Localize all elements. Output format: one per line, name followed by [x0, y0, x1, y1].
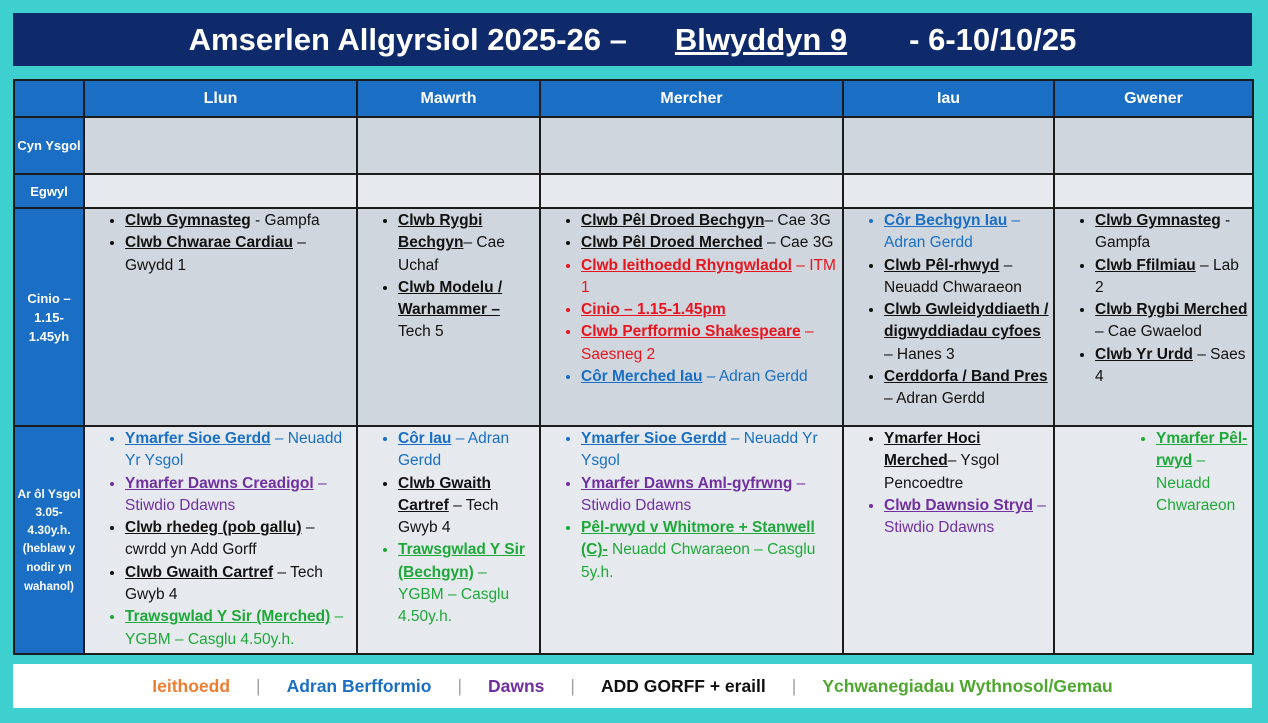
activity-item — [1095, 344, 1249, 389]
activity-location: – Tech Gwyb 4 — [125, 563, 323, 604]
activity-item — [125, 606, 353, 651]
cell-cyn-gwener — [1054, 117, 1253, 174]
activity-item — [581, 517, 839, 584]
activity-location: – Saes 4 — [1095, 345, 1246, 386]
day-header-mercher: Mercher — [540, 80, 843, 117]
cell-arol-gwener — [1054, 426, 1253, 654]
cell-egwyl-mercher — [540, 174, 843, 208]
activity-location: – Stiwdio Ddawns — [884, 496, 1046, 537]
activity-item — [398, 539, 536, 628]
activity-name: Clwb Gwaith Cartref — [398, 474, 491, 514]
row-header-cinio: Cinio – 1.15-1.45yh — [14, 208, 84, 426]
activity-item — [581, 299, 839, 321]
cell-cinio-gwener — [1054, 208, 1253, 426]
legend-separator: | — [256, 675, 261, 696]
activity-name: Clwb Chwarae Cardiau — [125, 234, 293, 252]
activity-item — [581, 255, 839, 300]
legend-separator: | — [791, 675, 797, 696]
activity-item — [398, 428, 536, 473]
activity-name: Clwb Pêl Droed Bechgyn — [581, 212, 765, 229]
activity-name: Ymarfer Dawns Creadigol — [125, 474, 314, 492]
activity-item — [884, 299, 1050, 366]
page-title — [13, 13, 1252, 66]
row-header-egwyl: Egwyl — [14, 174, 84, 208]
activity-location: – Lab 2 — [1095, 256, 1239, 296]
legend-item: Ieithoedd — [152, 675, 231, 696]
activity-name: Clwb Gymnasteg — [125, 212, 251, 229]
activity-location: – YGBM – Casglu 4.50y.h. — [398, 563, 510, 626]
activity-item — [581, 232, 839, 254]
activity-location: – Cae Gwaelod — [1095, 323, 1202, 341]
activity-item — [581, 473, 839, 518]
activity-name: Côr Merched Iau — [581, 368, 703, 386]
activity-item — [398, 473, 536, 540]
title-main: Amserlen Allgyrsiol 2025-26 – — [188, 21, 627, 57]
activity-name: Clwb Gwleidyddiaeth / digwyddiadau cyfoes — [884, 301, 1049, 341]
legend-item: Dawns — [487, 675, 545, 696]
activity-location: – Stiwdio Ddawns — [581, 474, 806, 514]
ar-ol-label: Ar ôl Ysgol 3.05-4.30y.h. — [17, 486, 81, 537]
activity-location: – Adran Gerdd — [702, 368, 808, 386]
activity-name: Cinio – 1.15-1.45pm — [581, 301, 726, 319]
activity-location: – Adran Gerdd — [884, 212, 1021, 252]
day-header-iau: Iau — [843, 80, 1054, 117]
row-header-ar-ol-ysgol — [14, 426, 84, 654]
cell-cinio-mawrth — [357, 208, 540, 426]
activity-item — [398, 210, 536, 277]
activity-name: Clwb Gymnasteg — [1095, 212, 1221, 229]
activity-name: Clwb Modelu / Warhammer – — [398, 278, 503, 319]
activity-item — [398, 277, 536, 344]
cell-cyn-iau — [843, 117, 1054, 174]
activity-name: Clwb Dawnsio Stryd — [884, 496, 1033, 514]
activity-item — [1095, 210, 1249, 255]
activity-location: – Cae 3G — [764, 212, 831, 229]
day-header-llun: Llun — [84, 80, 357, 117]
activity-name: Clwb Rygbi Merched — [1095, 301, 1248, 319]
activity-name: Ymarfer Hoci Merched — [884, 430, 981, 470]
activity-location: – Hanes 3 — [884, 345, 955, 363]
activity-item — [884, 428, 1050, 495]
activity-name: Clwb Ieithoedd Rhyngwladol — [581, 256, 792, 274]
activity-location: – Gwydd 1 — [125, 234, 306, 274]
cell-cyn-mercher — [540, 117, 843, 174]
cell-arol-llun — [84, 426, 357, 654]
activity-name: Cerddorfa / Band Pres — [884, 368, 1048, 386]
activity-location: – Cae 3G — [762, 234, 834, 252]
cell-cyn-mawrth — [357, 117, 540, 174]
activity-name: Clwb Yr Urdd — [1095, 345, 1193, 363]
cell-arol-iau — [843, 426, 1054, 654]
cell-cinio-iau — [843, 208, 1054, 426]
activity-name: Clwb rhedeg (pob gallu) — [125, 519, 302, 537]
activity-name: Ymarfer Pêl-rwyd — [1156, 430, 1248, 470]
corner-cell — [14, 80, 84, 117]
activity-location: – Neuadd Yr Ysgol — [125, 430, 343, 470]
activity-location: - Gampfa — [1095, 212, 1231, 252]
activity-location: Neuadd Chwaraeon – Casglu 5y.h. — [581, 541, 816, 581]
activity-item — [884, 210, 1050, 255]
day-header-mawrth: Mawrth — [357, 80, 540, 117]
activity-item — [884, 255, 1050, 300]
legend-separator: | — [570, 675, 575, 696]
activity-name: Clwb Gwaith Cartref — [125, 563, 274, 581]
activity-name: Trawsgwlad Y Sir (Merched) — [125, 608, 331, 626]
activity-location: – Cae Uchaf — [398, 234, 505, 274]
activity-name: Ymarfer Dawns Aml-gyfrwng — [581, 474, 793, 492]
activity-name: Clwb Pêl-rhwyd — [884, 256, 1000, 274]
ar-ol-note: (heblaw y nodir yn wahanol) — [22, 542, 76, 593]
activity-location: – Ysgol Pencoedtre — [884, 452, 1000, 492]
activity-name: Côr Bechgyn Iau — [884, 212, 1008, 229]
cell-egwyl-mawrth — [357, 174, 540, 208]
activity-name: Clwb Pêl Droed Merched — [581, 234, 763, 252]
activity-item — [125, 210, 353, 232]
activity-location: – Tech Gwyb 4 — [398, 496, 499, 537]
activity-location: – Neuadd Yr Ysgol — [581, 430, 818, 470]
activity-item — [581, 321, 839, 366]
activity-item — [1156, 428, 1249, 517]
activity-item — [1095, 255, 1249, 300]
activity-item — [581, 366, 839, 388]
activity-location: – YGBM – Casglu 4.50y.h. — [125, 608, 344, 648]
activity-item — [125, 517, 353, 562]
activity-item — [125, 473, 353, 518]
cell-cinio-mercher — [540, 208, 843, 426]
activity-location: – Adran Gerdd — [398, 430, 510, 470]
activity-location: Tech 5 — [398, 323, 444, 341]
activity-item — [1095, 299, 1249, 344]
activity-item — [125, 232, 353, 277]
cell-egwyl-llun — [84, 174, 357, 208]
row-header-cyn-ysgol: Cyn Ysgol — [14, 117, 84, 174]
activity-location: – cwrdd yn Add Gorff — [125, 519, 315, 559]
title-dates: - 6-10/10/25 — [909, 21, 1077, 57]
activity-name: Trawsgwlad Y Sir (Bechgyn) — [398, 541, 525, 581]
cell-cinio-llun — [84, 208, 357, 426]
legend-item: Ychwanegiadau Wythnosol/Gemau — [822, 675, 1113, 696]
activity-name: Côr Iau — [398, 430, 452, 447]
activity-location: – Stiwdio Ddawns — [125, 474, 327, 514]
activity-item — [581, 210, 839, 232]
activity-location: – Adran Gerdd — [884, 390, 985, 408]
activity-item — [884, 495, 1050, 540]
activity-location: – Neuadd Chwaraeon — [884, 256, 1022, 296]
legend-item: ADD GORFF + eraill — [600, 675, 766, 696]
activity-location: – Saesneg 2 — [581, 323, 814, 363]
activity-location: - Gampfa — [250, 212, 320, 229]
day-header-gwener: Gwener — [1054, 80, 1253, 117]
activity-item — [581, 428, 839, 473]
activity-name: Pêl-rwyd v Whitmore + Stanwell (C)- — [581, 519, 815, 559]
activity-name: Clwb Rygbi Bechgyn — [398, 212, 483, 252]
activity-name: Ymarfer Sioe Gerdd — [125, 430, 271, 447]
legend-item: Adran Berfformio — [286, 675, 432, 696]
cell-cyn-llun — [84, 117, 357, 174]
legend-bar — [13, 664, 1252, 708]
activity-location: – Neuadd Chwaraeon — [1156, 452, 1236, 514]
activity-name: Clwb Ffilmiau — [1095, 256, 1196, 274]
activity-item — [125, 428, 353, 473]
activity-item — [125, 562, 353, 607]
legend-separator: | — [457, 675, 462, 696]
cell-egwyl-iau — [843, 174, 1054, 208]
activity-name: Clwb Perfformio Shakespeare — [581, 323, 801, 341]
activity-name: Ymarfer Sioe Gerdd — [581, 430, 727, 447]
activity-item — [884, 366, 1050, 411]
timetable — [13, 79, 1254, 655]
cell-arol-mawrth — [357, 426, 540, 654]
activity-location: – ITM 1 — [581, 256, 836, 296]
cell-egwyl-gwener — [1054, 174, 1253, 208]
title-year: Blwyddyn 9 — [674, 21, 848, 57]
cell-arol-mercher — [540, 426, 843, 654]
